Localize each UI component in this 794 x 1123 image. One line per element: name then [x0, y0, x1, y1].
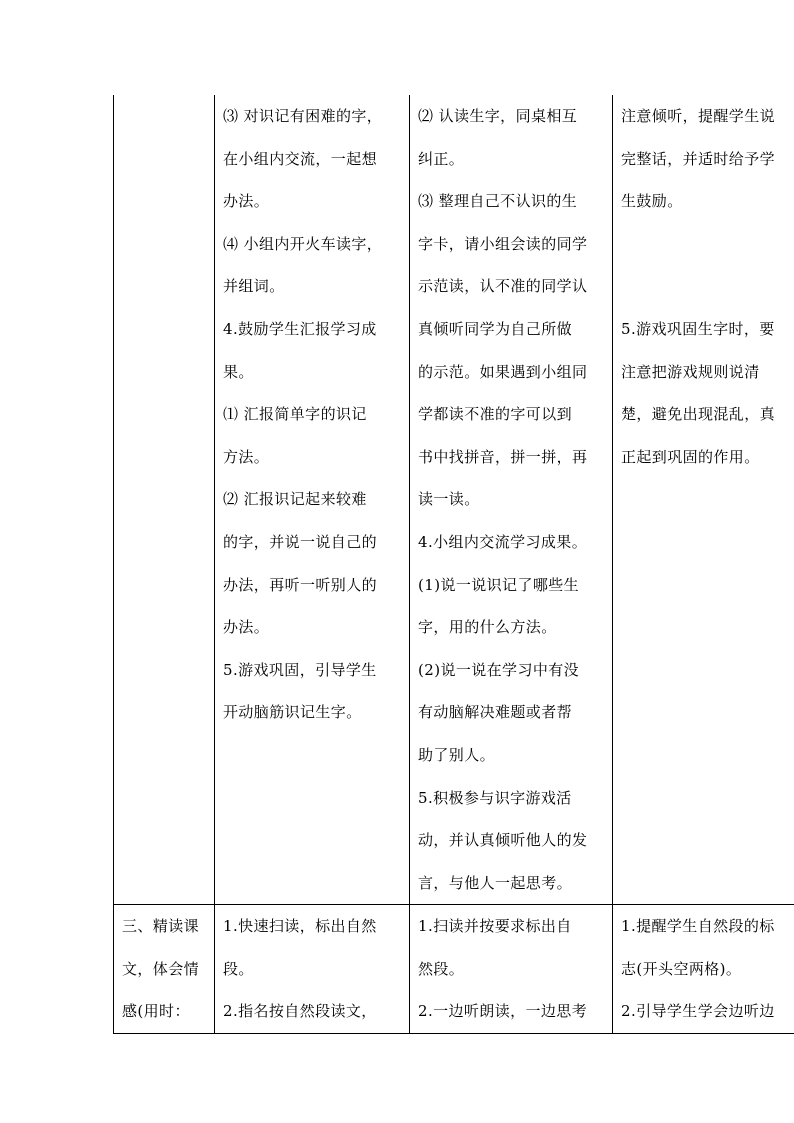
cell-text-line: 言，与他人一起思考。 [418, 873, 573, 892]
cell-text-line: 字，用的什么方法。 [418, 618, 557, 637]
cell-text-line: 并组词。 [223, 277, 285, 296]
cell-text-line: 4.小组内交流学习成果。 [418, 532, 588, 551]
cell-text-line: 正起到巩固的作用。 [621, 447, 760, 466]
cell-text-line: 办法，再听一听别人的 [223, 575, 378, 594]
cell-text-line: 注意倾听，提醒学生说 [621, 107, 776, 125]
cell-text-line: 完整话，并适时给予学 [621, 149, 776, 168]
cell-text-line: ⑶ 对识记有困难的字， [223, 107, 383, 125]
cell-text-line: 果。 [223, 362, 254, 381]
cell-text-line: 示范读，认不准的同学认 [418, 277, 588, 296]
cell-text-line: 5.游戏巩固，引导学生 [223, 660, 377, 679]
cell-text-line: 感(用时： [122, 1002, 190, 1021]
cell-text-line: 1.快速扫读，标出自然 [223, 917, 377, 936]
cell-text-line: 2.引导学生学会边听边 [621, 1002, 775, 1021]
cell-text-line: 学都读不准的字可以到 [418, 405, 573, 424]
cell-text-line: 段。 [223, 959, 254, 978]
design-notes-cell [613, 905, 794, 1034]
design-notes-cell [613, 95, 794, 905]
cell-text-line: 读一读。 [418, 490, 480, 509]
table-row [114, 95, 794, 905]
cell-text-line: 2.一边听朗读，一边思考 [418, 1002, 588, 1021]
cell-text-line [621, 265, 794, 308]
cell-text-line: 字卡，请小组会读的同学 [418, 234, 588, 253]
cell-text-line: 真倾听同学为自己所做 [418, 319, 573, 338]
lesson-plan-table [113, 95, 794, 1034]
cell-text-line: 然段。 [418, 959, 465, 978]
cell-text-line: (1)说一说识记了哪些生 [418, 575, 580, 594]
cell-text-line: ⑴ 汇报简单字的识记 [223, 405, 367, 424]
cell-text-line: 在小组内交流，一起想 [223, 149, 378, 168]
stage-cell [114, 95, 215, 905]
table-row [114, 905, 794, 1034]
cell-text-line: 文，体会情 [122, 959, 200, 978]
cell-text-line: 助了别人。 [418, 745, 496, 764]
cell-text-line: 开动脑筋识记生字。 [223, 703, 362, 722]
cell-text-line: 志(开头空两格)。 [621, 959, 742, 978]
cell-text-line: 注意把游戏规则说清 [621, 362, 760, 381]
cell-text-line: 的字，并说一说自己的 [223, 532, 378, 551]
student-activity-cell [410, 905, 613, 1034]
cell-text-line: ⑷ 小组内开火车读字， [223, 234, 383, 253]
cell-text-line: 书中找拼音，拼一拼，再 [418, 447, 588, 466]
cell-text-line: 有动脑解决难题或者帮 [418, 703, 573, 722]
cell-text-line: (2)说一说在学习中有没 [418, 660, 580, 679]
cell-text-line: 1.扫读并按要求标出自 [418, 917, 572, 936]
cell-text-line: ⑶ 整理自己不认识的生 [418, 192, 578, 211]
cell-text-line: 4.鼓励学生汇报学习成 [223, 319, 377, 338]
cell-text-line: 办法。 [223, 618, 270, 637]
teacher-activity-cell [215, 95, 410, 905]
stage-cell [114, 905, 215, 1034]
student-activity-cell [410, 95, 613, 905]
cell-text-line: 方法。 [223, 447, 270, 466]
teacher-activity-cell [215, 905, 410, 1034]
cell-text-line: 动，并认真倾听他人的发 [418, 831, 588, 850]
cell-text-line [621, 223, 794, 266]
cell-text-line: ⑵ 汇报识记起来较难 [223, 490, 367, 509]
cell-text-line: 纠正。 [418, 149, 465, 168]
cell-text-line: 的示范。如果遇到小组同 [418, 362, 588, 381]
cell-text-line: 三、精读课 [122, 917, 200, 936]
cell-text-line: 办法。 [223, 192, 270, 211]
cell-text-line: 5.积极参与识字游戏活 [418, 788, 572, 807]
cell-text-line: ⑵ 认读生字，同桌相互 [418, 107, 578, 125]
cell-text-line: 2.指名按自然段读文， [223, 1002, 377, 1021]
cell-text-line: 5.游戏巩固生字时，要 [621, 319, 775, 338]
cell-text-line: 1.提醒学生自然段的标 [621, 917, 775, 936]
cell-text-line: 楚，避免出现混乱，真 [621, 405, 776, 424]
cell-text-line: 生鼓励。 [621, 192, 683, 211]
